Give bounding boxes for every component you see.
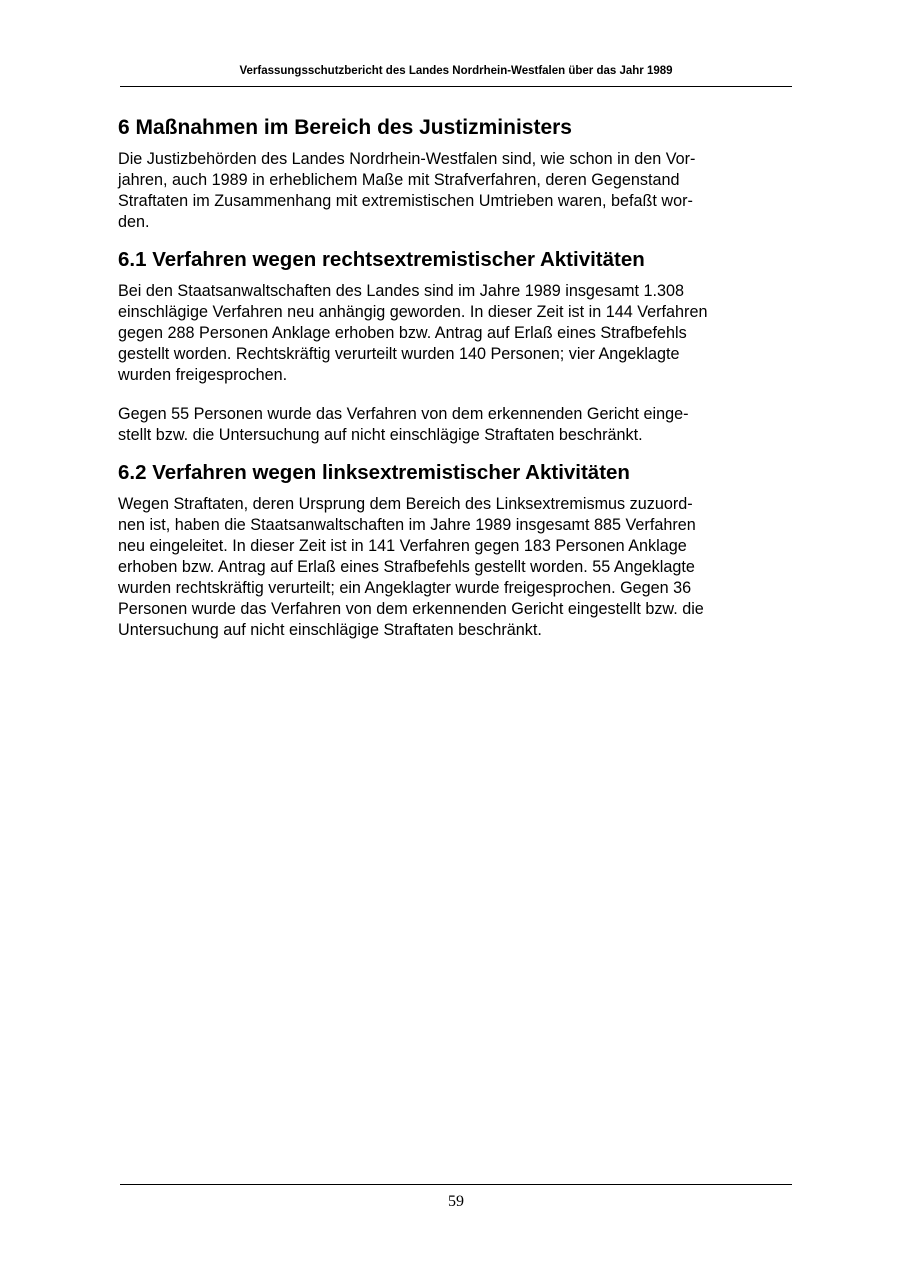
text-line: wurden rechtskräftig verurteilt; ein Angeklagter wurde freigesprochen. Gegen 36 (118, 579, 692, 597)
text-line: wurden freigesprochen. (118, 366, 288, 384)
header-divider (120, 86, 792, 87)
text-line: Bei den Staatsanwaltschaften des Landes sind im Jahre 1989 insgesamt 1.308 (118, 282, 685, 300)
text-line: Die Justizbehörden des Landes Nordrhein-Westfalen sind, wie schon in den Vor- (118, 150, 696, 168)
text-line: erhoben bzw. Antrag auf Erlaß eines Strafbefehls gestellt worden. 55 Angeklagte (118, 558, 695, 576)
text-line: gegen 288 Personen Anklage erhoben bzw. Antrag auf Erlaß eines Strafbefehls (118, 324, 687, 342)
page-body (118, 115, 794, 641)
text-line: Wegen Straftaten, deren Ursprung dem Bereich des Linksextremismus zuzuord- (118, 495, 693, 513)
text-line: Untersuchung auf nicht einschlägige Straftaten beschränkt. (118, 621, 542, 639)
section-6-1-heading: 6.1 Verfahren wegen rechtsextremistischer Aktivitäten (118, 248, 645, 271)
footer-divider (120, 1184, 792, 1185)
text-line: Straftaten im Zusammenhang mit extremistischen Umtrieben waren, befaßt wor- (118, 192, 693, 210)
text-line: gestellt worden. Rechtskräftig verurteilt wurden 140 Personen; vier Angeklagte (118, 345, 680, 363)
section-6-2-heading: 6.2 Verfahren wegen linksextremistischer Aktivitäten (118, 461, 630, 484)
text-line: einschlägige Verfahren neu anhängig geworden. In dieser Zeit ist in 144 Verfahren (118, 303, 708, 321)
text-line: stellt bzw. die Untersuchung auf nicht einschlägige Straftaten beschränkt. (118, 426, 643, 444)
text-line: jahren, auch 1989 in erheblichem Maße mit Strafverfahren, deren Gegenstand (118, 171, 680, 189)
section-6-heading: 6 Maßnahmen im Bereich des Justizministers (118, 116, 572, 139)
text-line: Personen wurde das Verfahren von dem erkennenden Gericht eingestellt bzw. die (118, 600, 704, 618)
section-6-2-paragraph (118, 494, 794, 641)
text-line: nen ist, haben die Staatsanwaltschaften im Jahre 1989 insgesamt 885 Verfahren (118, 516, 696, 534)
text-line: Gegen 55 Personen wurde das Verfahren von dem erkennenden Gericht einge- (118, 405, 689, 423)
section-6-paragraph (118, 149, 794, 233)
page-number: 59 (448, 1193, 464, 1210)
section-6-1-paragraph-2 (118, 404, 794, 446)
running-header: Verfassungsschutzbericht des Landes Nordrhein-Westfalen über das Jahr 1989 (239, 65, 673, 77)
section-6-1-paragraph-1 (118, 281, 794, 386)
text-line: neu eingeleitet. In dieser Zeit ist in 141 Verfahren gegen 183 Personen Anklage (118, 537, 687, 555)
text-line: den. (118, 213, 150, 231)
